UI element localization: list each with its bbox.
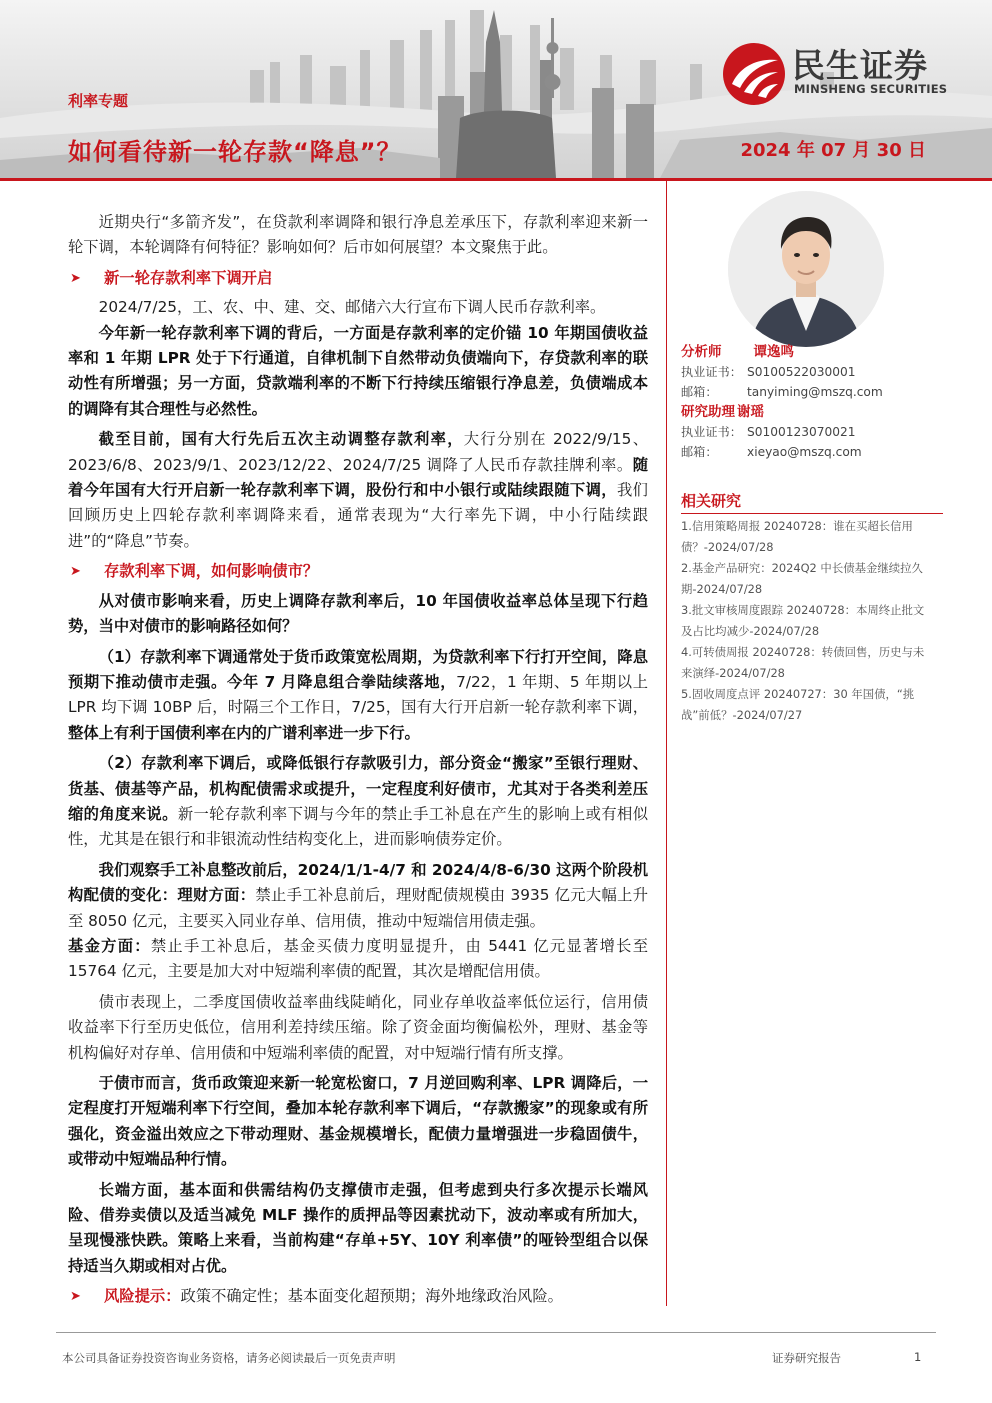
paragraph: 2024/7/25，工、农、中、建、交、邮储六大行宣布下调人民币存款利率。 [98,298,606,317]
bold-text: 截至目前，国有大行先后五次主动调整存款利率， [98,430,464,449]
assistant-label: 研究助理 [681,404,735,420]
paragraph [68,427,648,554]
footer-disclaimer: 本公司具备证券投资咨询业务资格，请务必阅读最后一页免责声明 [62,1351,396,1365]
report-category: 利率专题 [68,92,129,110]
section-heading [68,559,648,584]
related-item[interactable]: 4.可转债周报 20240728：转债回售，历史与未来演绎-2024/07/28 [681,645,925,680]
intro-paragraph: 近期央行“多箭齐发”，在贷款利率调降和银行净息差承压下，存款利率迎来新一轮下调，本轮调降有何特征？影响如何？后市如何展望？本文聚焦于此。 [68,213,648,257]
analyst-cert: S0100522030001 [747,365,856,379]
bold-text: 整体上有利于国债利率在内的广谱利率进一步下行。 [68,723,420,742]
text: 我们回顾历史上四轮存款利率调降来看，通常表现为“大行率先下调，中小行陆续跟进”的“降息”节奏。 [68,481,648,550]
risk-label: 风险提示： [104,1287,181,1306]
related-item[interactable]: 3.批文审核周度跟踪 20240728：本周终止批文及占比均减少-2024/07/28 [681,603,925,638]
footer-rule [56,1332,936,1333]
header-banner [0,0,992,178]
brand-logo [722,38,972,108]
bold-text: （1）存款利率下调通常处于货币政策宽松周期，为贷款利率下行打开空间，降息预期下推动债市走强。今年 7 月降息组合拳陆续落地， [68,647,648,691]
assistant-cert: S0100123070021 [747,425,856,439]
related-item[interactable]: 2.基金产品研究：2024Q2 中长债基金继续拉久期-2024/07/28 [681,561,923,596]
section-arrow-icon: ➤ [70,1289,81,1305]
analyst-email[interactable]: tanyiming@mszq.com [747,385,883,399]
analyst-info [681,342,941,462]
text: 新一轮存款利率下调与今年的禁止手工补息在产生的影响上或有相似性，尤其是在银行和非银流动性结构变化上，进而影响债券定价。 [68,804,648,849]
analyst-label: 分析师 [681,344,722,360]
text: 大行分别在 2022/9/15、2023/6/8、2023/9/1、2023/12/22、2024/7/25 调降了人民币存款挂牌利率。 [68,430,648,474]
section-arrow-icon: ➤ [70,270,81,286]
text: 禁止手工补息前后，理财配债规模由 3935 亿元大幅上升至 8050 亿元，主要买入同业存单、信用债，推动中短端信用债走强。 [68,886,648,930]
header-rule [0,178,992,181]
bold-text: 从对债市影响来看，历史上调降存款利率后，10 年国债收益率总体呈现下行趋势，当中对债市的影响路径如何？ [68,591,648,636]
email-label: 邮箱： [681,445,718,459]
bold-text: 长端方面，基本面和供需结构仍支撑债市走强， [98,1180,439,1199]
report-date: 2024 年 07 月 30 日 [740,140,926,161]
paragraph [68,934,648,985]
related-research-list [681,516,933,726]
related-research-title: 相关研究 [681,492,742,510]
analyst-photo [728,191,884,347]
bold-text: 我们观察手工补息整改前后，2024/1/1-4/7 和 2024/4/8-6/30 这两个阶段机构配债的变化：理财方面： [68,860,648,905]
main-text [68,210,648,1310]
paragraph: 债市表现上，二季度国债收益率曲线陡峭化，同业存单收益率低位运行，信用债收益率下行至历史低位，信用利差持续压缩。除了资金面均衡偏松外，理财、基金等机构偏好对存单、信用债和中短端利率债的配置，对中短端行情有所支撑。 [68,992,648,1062]
analyst-name: 谭逸鸣 [753,344,794,360]
section-title: 存款利率下调，如何影响债市？ [104,562,319,581]
page-number: 1 [914,1350,922,1364]
paragraph [68,1071,648,1173]
risk-warning [68,1284,648,1309]
brand-name-cn: 民生证券 [792,46,928,85]
cert-label: 执业证书： [681,365,742,379]
section-title: 新一轮存款利率下调开启 [104,268,273,287]
assistant-name: 谢瑶 [737,404,764,420]
text: 7/22，1 年期、5 年期以上 LPR 均下调 10BP 后，时隔三个工作日，7/25，国有大行开启新一轮存款利率下调， [68,672,648,717]
email-label: 邮箱： [681,385,718,399]
related-research-rule [681,513,943,514]
bold-text: 今年新一轮存款利率下调的背后，一方面是存款利率的定价锚 10 年期国债收益率和 1 年期 LPR 处于下行通道，自律机制下自然带动负债端向下，存贷款利率的联动性有所增强；另一方面，贷款端利率的不断下行持续压缩银行净息差，负债端成本的调降有其合理性与必然性。 [68,323,648,418]
bold-text: 基金方面： [68,936,151,955]
analyst-portrait-image [728,191,884,347]
bold-text: 于债市而言，货币政策迎来新一轮宽松窗口，7 月逆回购利率、LPR 调降后，一定程度打开短端利率下行空间，叠加本轮存款利率下调后，“存款搬家”的现象或有所强化，资金溢出效应之下带动理财、基金规模增长，配债力量增强进一步稳固债牛，或带动中短端品种行情。 [68,1074,648,1169]
cert-label: 执业证书： [681,425,742,439]
related-item[interactable]: 5.固收周度点评 20240727：30 年国债，“挑战”前低？-2024/07/27 [681,687,915,722]
assistant-email[interactable]: xieyao@mszq.com [747,445,862,459]
minsheng-logo-icon [722,42,786,106]
footer-report-type: 证券研究报告 [772,1351,841,1365]
bold-text: （2）存款利率下调后，或降低银行存款吸引力，部分资金“搬家”至银行理财、货基、债基等产品，机构配债需求或提升，一定程度利好债市，尤其对于各类利差压缩的角度来说。 [68,754,648,823]
paragraph [68,858,648,934]
brand-name-en: MINSHENG SECURITIES [794,82,948,96]
text: 禁止手工补息后，基金买债力度明显提升，由 5441 亿元显著增长至 15764 亿元，主要是加大对中短端利率债的配置，其次是增配信用债。 [68,936,648,981]
paragraph [68,321,648,423]
paragraph [68,645,648,747]
paragraph [68,589,648,640]
risk-text: 政策不确定性；基本面变化超预期；海外地缘政治风险。 [180,1287,563,1306]
page-title: 如何看待新一轮存款“降息”？ [68,138,402,166]
bold-text: 随着今年国有大行开启新一轮存款利率下调，股份行和中小银行或陆续跟随下调， [68,455,648,500]
section-heading [68,266,648,291]
paragraph [68,751,648,853]
related-item[interactable]: 1.信用策略周报 20240728：谁在买超长信用债？-2024/07/28 [681,519,913,554]
column-divider [666,181,667,1306]
section-arrow-icon: ➤ [70,564,81,580]
paragraph [68,1178,648,1280]
bold-text: 但考虑到央行多次提示长端风险、借券卖债以及适当减免 MLF 操作的质押品等因素扰动下，波动率或有所加大，呈现慢涨快跌。策略上来看，当前构建“存单+5Y、10Y 利率债”的哑铃型组合以保持适当久期或相对占优。 [68,1180,648,1275]
